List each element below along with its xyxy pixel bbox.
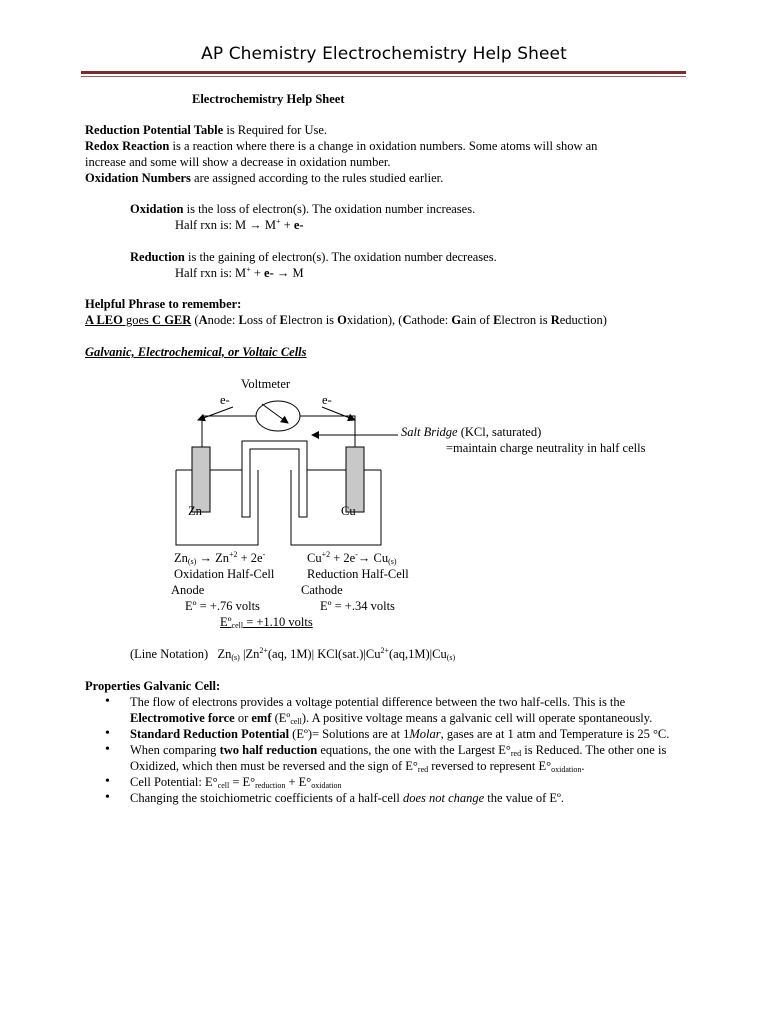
line-notation: (Line Notation) $Zn_{(s)}$ $|Zn^{2+}(aq$, 1M)| $KCl(sat.)|Cu^{2+}(aq,1M)|Cu_{(s)}$ [130,646,456,662]
bullet-standard-reduction-potential: • Standard Reduction Potential (Eº)= Solutions are at 1Molar, gases are at 1 atm and Temperature is 25 °C. [105,726,695,742]
paragraph-redox-line2: increase and some will show a decrease in oxidation number. [85,155,391,169]
paragraph-oxidation-numbers: Oxidation Numbers are assigned according to the rules studied earlier. [85,171,444,185]
electron-label-right: e- [322,393,332,407]
leo-ger-mnemonic: A LEO goes C GER (Anode: Loss of Electron is Oxidation), (Cathode: Gain of Electron is Reduction) [85,313,607,327]
anode-label: Anode [171,583,205,597]
cathode-label: Cathode [301,583,343,597]
oxidation-half-reaction: Half rxn is: M → M+ + e- [175,217,304,232]
properties-heading: Properties Galvanic Cell: [85,679,221,693]
reduction-half-cell-label: Reduction Half-Cell [307,567,409,581]
electron-flow-right-arrow [322,407,355,420]
bullet-comparing-half-reductions: • When comparing two half reduction equations, the one with the Largest $E^\circ_{red}$ is Reduced. The other one is Oxidized, which then must be reversed and the sign of $E^\circ_{red}$ reversed to represent $E^\circ_{oxidation}$. [105,742,695,774]
oxidation-half-cell-label: Oxidation Half-Cell [174,567,275,581]
salt-bridge-label: Salt Bridge (KCl, saturated) [401,425,542,439]
electron-label-left: e- [220,393,230,407]
properties-bullet-list [105,694,695,806]
reduction-half-reaction: Half rxn is: M+ + e- → M [175,265,304,280]
copper-electrode-label: Cu [341,504,356,518]
paragraph-reduction-table: Reduction Potential Table is Required for Use. [85,123,328,137]
bullet-stoichiometric-coefficients: • Changing the stoichiometric coefficients of a half-cell does not change the value of Eº. [105,790,695,806]
cathode-potential: Eº = +.34 volts [320,599,395,613]
zinc-electrode-label: Zn [188,504,202,518]
helpful-phrase-heading: Helpful Phrase to remember: [85,297,242,311]
anode-potential: Eº = +.76 volts [185,599,260,613]
page-header-title: AP Chemistry Electrochemistry Help Sheet [201,44,567,64]
salt-bridge-purpose: =maintain charge neutrality in half cells [446,441,646,455]
bullet-cell-potential: • Cell Potential: $E^\circ_{cell} = E^\circ_{reduction} + E^\circ_{oxidation}$ [105,774,695,790]
paragraph-redox-line1: Redox Reaction is a reaction where there is a change in oxidation numbers. Some atoms will show an [85,139,598,153]
reduction-definition: Reduction is the gaining of electron(s). The oxidation number decreases. [130,250,497,264]
document-subtitle: Electrochemistry Help Sheet [192,92,345,106]
bullet-emf: • The flow of electrons provides a voltage potential difference between the two half-cells. This is the Electromotive force or emf (Eº$_{cell}$). A positive voltage means a galvanic cell will operate spontaneously. [105,694,695,726]
cathode-half-reaction: $Cu^{+2} + 2e^-\to Cu_{(s)}$ [307,550,397,566]
salt-bridge-tube [242,441,307,517]
anode-half-reaction: $Zn_{(s)} \to Zn^{+2} + 2e^-$ [174,550,266,566]
voltmeter-label: Voltmeter [241,377,291,391]
cell-potential-total: Eº$_{cell}$ = +1.10 volts [220,615,313,630]
right-wire [300,416,355,447]
galvanic-cells-heading: Galvanic, Electrochemical, or Voltaic Cells [85,345,307,359]
electron-flow-left-arrow [198,407,233,420]
oxidation-definition: Oxidation is the loss of electron(s). The oxidation number increases. [130,202,476,216]
